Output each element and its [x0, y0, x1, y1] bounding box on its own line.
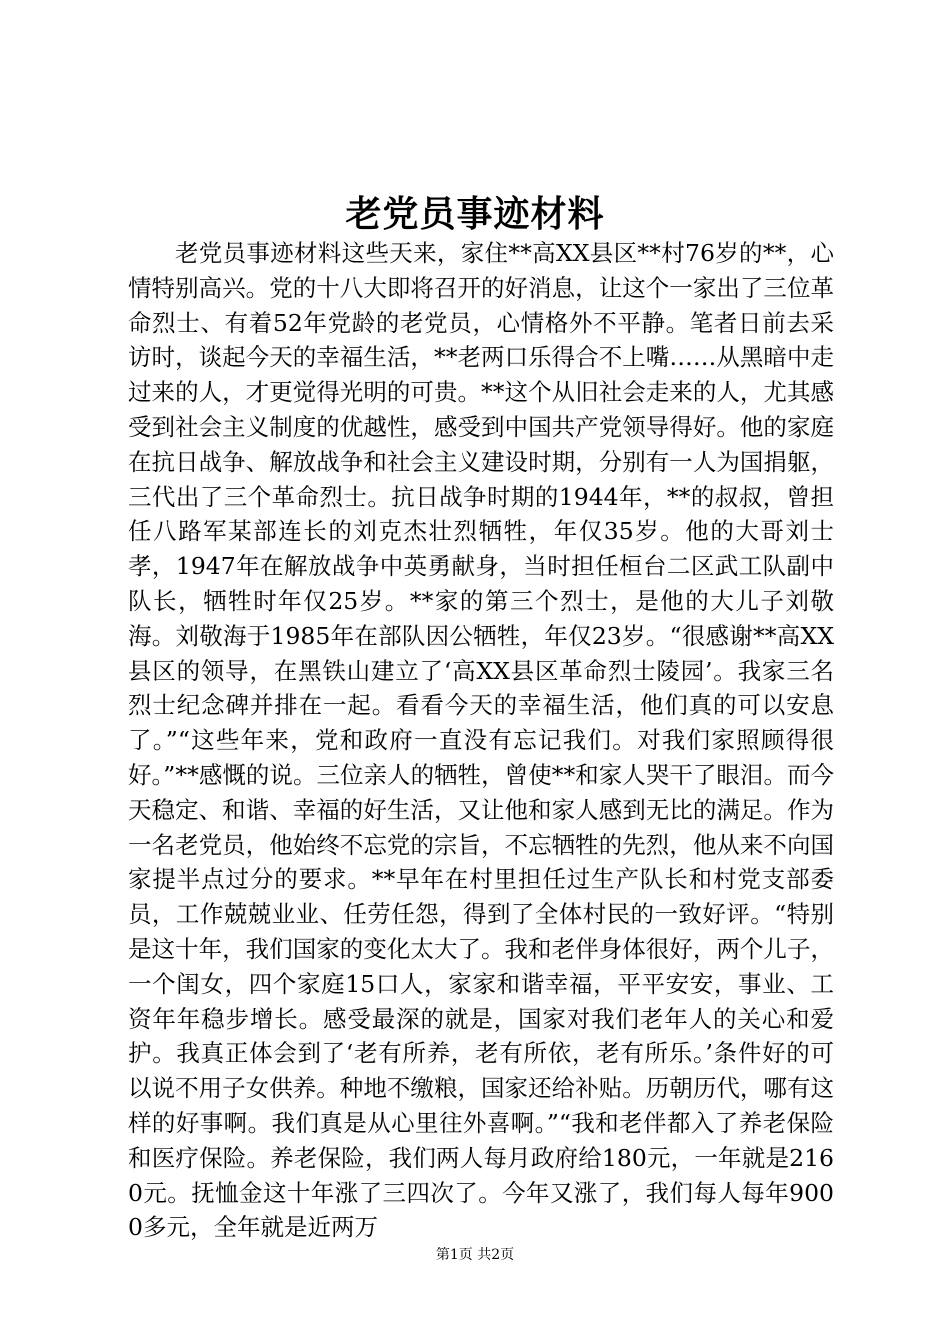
- document-title: 老党员事迹材料: [345, 193, 605, 235]
- body-paragraph: 老党员事迹材料这些天来，家住**高XX县区**村76岁的**，心情特别高兴。党的十八大即将召开的好消息，让这个一家出了三位革命烈士、有着52年党龄的老党员，心情格外不平静。笔者日前去采访时，谈起今天的幸福生活，**老两口乐得合不上嘴……从黑暗中走过来的人，才更觉得光明的可贵。**这个从旧社会走来的人，尤其感受到社会主义制度的优越性，感受到中国共产党领导得好。他的家庭在抗日战争、解放战争和社会主义建设时期，分别有一人为国捐躯，三代出了三个革命烈士。抗日战争时期的1944年，**的叔叔，曾担任八路军某部连长的刘克杰壮烈牺牲，年仅35岁。他的大哥刘士孝，1947年在解放战争中英勇献身，当时担任桓台二区武工队副中队长，牺牲时年仅25岁。**家的第三个烈士，是他的大儿子刘敬海。刘敬海于1985年在部队因公牺牲，年仅23岁。“很感谢**高XX县区的领导，在黑铁山建立了‘高XX县区革命烈士陵园’。我家三名烈士纪念碑并排在一起。看看今天的幸福生活，他们真的可以安息了。”“这些年来，党和政府一直没有忘记我们。对我们家照顾得很好。”**感慨的说。三位亲人的牺牲，曾使**和家人哭干了眼泪。而今天稳定、和谐、幸福的好生活，又让他和家人感到无比的满足。作为一名老党员，他始终不忘党的宗旨，不忘牺牲的先烈，他从来不向国家提半点过分的要求。**早年在村里担任过生产队长和村党支部委员，工作兢兢业业、任劳任怨，得到了全体村民的一致好评。“特别是这十年，我们国家的变化太大了。我和老伴身体很好，两个儿子，一个闺女，四个家庭15口人，家家和谐幸福，平平安安，事业、工资年年稳步增长。感受最深的就是，国家对我们老年人的关心和爱护。我真正体会到了‘老有所养，老有所依，老有所乐。’条件好的可以说不用子女供养。种地不缴粮，国家还给补贴。历朝历代，哪有这样的好事啊。我们真是从心里往外喜啊。”“我和老伴都入了养老保险和医疗保险。养老保险，我们两人每月政府给180元，一年就是2160元。抚恤金这十年涨了三四次了。今年又涨了，我们每人每年9000多元，全年就是近两万: [128, 239, 834, 1242]
- page-footer: 第1页 共2页: [435, 1247, 515, 1263]
